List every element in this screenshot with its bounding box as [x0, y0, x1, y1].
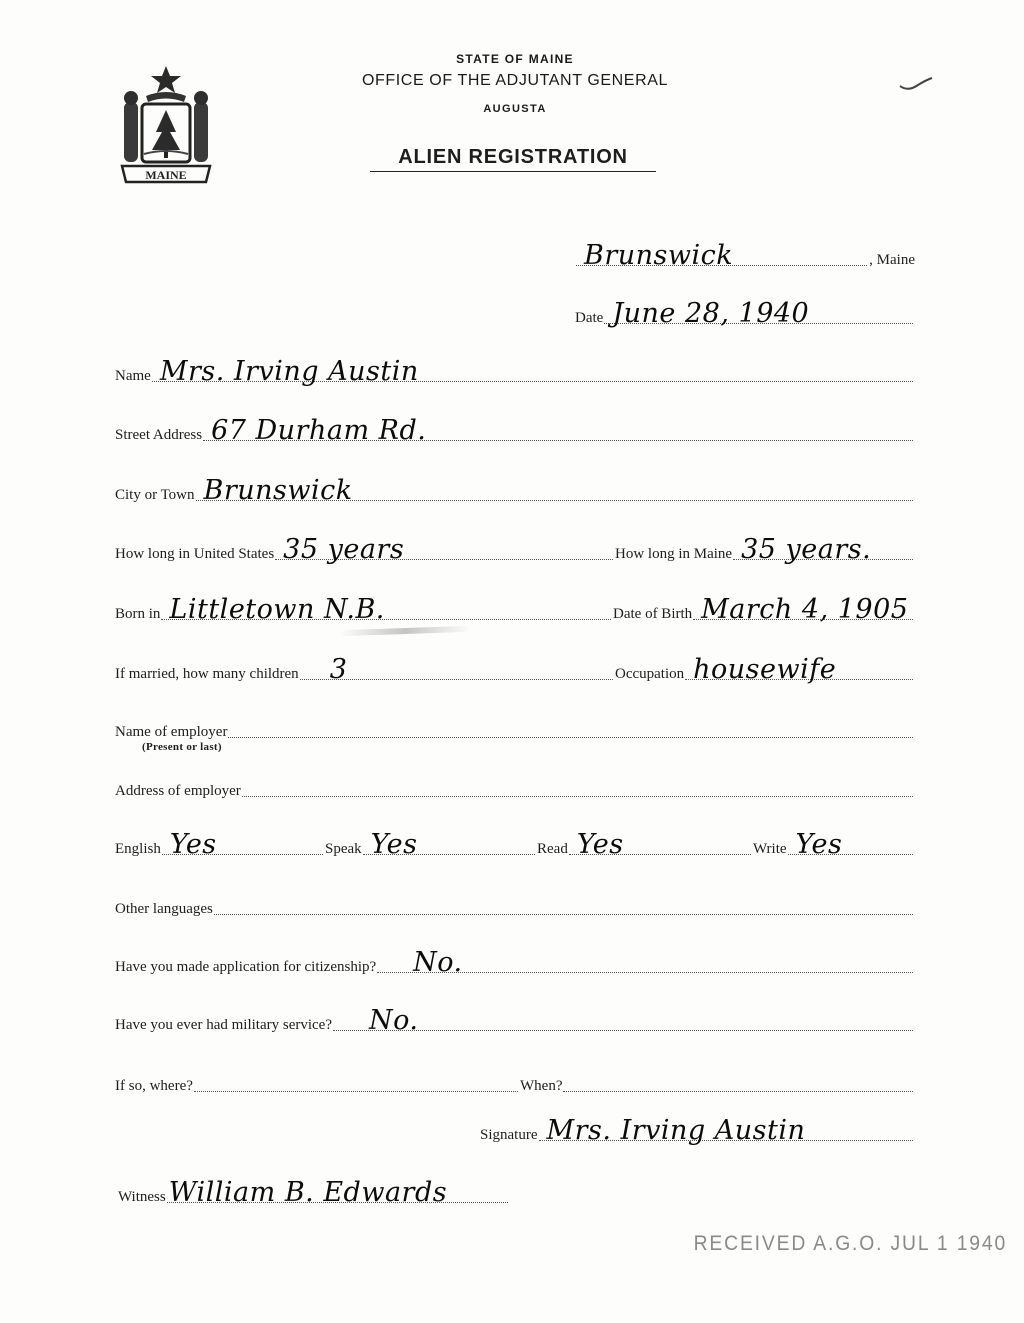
occupation-value: housewife	[693, 654, 837, 685]
military-field[interactable]	[333, 1000, 913, 1036]
date-field[interactable]	[604, 293, 913, 329]
write-field[interactable]	[788, 824, 913, 860]
other-languages-row	[115, 889, 915, 919]
date-value: June 28, 1940	[612, 298, 810, 329]
other-languages-field[interactable]	[214, 884, 913, 915]
street-row	[115, 415, 915, 445]
name-row	[115, 356, 915, 386]
employer-name-sublabel: (Present or last)	[142, 741, 222, 753]
employer-name-row	[115, 712, 915, 742]
received-stamp: RECEIVED A.G.O. JUL 1 1940	[693, 1232, 1008, 1255]
children-value: 3	[329, 654, 348, 685]
employer-address-field[interactable]	[242, 766, 913, 797]
maine-time-field[interactable]	[733, 529, 913, 565]
english-label: English	[115, 841, 161, 857]
speak-row	[325, 829, 537, 859]
where-field[interactable]	[194, 1061, 518, 1092]
when-field[interactable]	[563, 1061, 913, 1092]
date-label: Date	[575, 310, 604, 326]
employer-address-label: Address of employer	[115, 783, 241, 799]
english-value: Yes	[169, 829, 217, 860]
witness-row	[118, 1177, 510, 1207]
witness-field[interactable]	[167, 1172, 508, 1208]
form-title: ALIEN REGISTRATION	[370, 146, 656, 172]
where-row	[115, 1066, 520, 1096]
dob-field[interactable]	[693, 589, 913, 625]
citizenship-label: Have you made application for citizenship?	[115, 959, 377, 975]
citizenship-row	[115, 947, 915, 977]
office-heading: OFFICE OF THE ADJUTANT GENERAL	[361, 72, 669, 89]
street-label: Street Address	[115, 427, 203, 443]
born-value: Littletown N.B.	[169, 594, 385, 625]
town-row	[575, 240, 915, 270]
occupation-field[interactable]	[685, 649, 913, 685]
employer-address-row	[115, 771, 915, 801]
occupation-label: Occupation	[615, 666, 685, 682]
citizenship-value: No.	[413, 947, 463, 978]
write-row	[753, 829, 915, 859]
children-row	[115, 654, 615, 684]
state-heading: STATE OF MAINE	[456, 52, 574, 66]
speak-label: Speak	[325, 841, 362, 857]
city-heading: AUGUSTA	[483, 103, 547, 115]
write-value: Yes	[795, 829, 843, 860]
where-label: If so, where?	[115, 1078, 193, 1094]
write-label: Write	[753, 841, 787, 857]
dob-row	[613, 594, 915, 624]
city-row	[115, 475, 915, 505]
other-languages-label: Other languages	[115, 901, 213, 917]
signature-label: Signature	[480, 1127, 538, 1143]
maine-state-seal-icon	[110, 62, 222, 192]
born-label: Born in	[115, 606, 161, 622]
witness-label: Witness	[118, 1189, 166, 1205]
signature-field[interactable]	[539, 1110, 914, 1146]
us-time-value: 35 years	[283, 534, 405, 565]
read-row	[537, 829, 753, 859]
born-field[interactable]	[161, 589, 611, 625]
us-time-label: How long in United States	[115, 546, 275, 562]
name-field[interactable]	[152, 351, 913, 387]
us-time-row	[115, 534, 615, 564]
speak-value: Yes	[370, 829, 418, 860]
state-label: , Maine	[869, 252, 915, 268]
military-row	[115, 1005, 915, 1035]
citizenship-field[interactable]	[377, 942, 913, 978]
read-label: Read	[537, 841, 568, 857]
when-label: When?	[520, 1078, 563, 1094]
city-label: City or Town	[115, 487, 195, 503]
ink-smudge	[340, 626, 470, 637]
children-field[interactable]	[300, 649, 613, 685]
us-time-field[interactable]	[275, 529, 613, 565]
born-row	[115, 594, 613, 624]
maine-time-label: How long in Maine	[615, 546, 733, 562]
military-value: No.	[369, 1005, 419, 1036]
military-label: Have you ever had military service?	[115, 1017, 332, 1033]
town-value: Brunswick	[584, 240, 734, 271]
read-field[interactable]	[569, 824, 751, 860]
witness-value: William B. Edwards	[168, 1177, 448, 1208]
town-field[interactable]	[576, 235, 867, 271]
english-field[interactable]	[162, 824, 323, 860]
street-value: 67 Durham Rd.	[211, 415, 427, 446]
city-value: Brunswick	[203, 475, 353, 506]
street-field[interactable]	[203, 410, 913, 446]
employer-name-field[interactable]	[228, 707, 913, 738]
maine-time-value: 35 years.	[741, 534, 872, 565]
children-label: If married, how many children	[115, 666, 299, 682]
english-row	[115, 829, 325, 859]
when-row	[520, 1066, 915, 1096]
signature-value: Mrs. Irving Austin	[546, 1115, 806, 1146]
dob-value: March 4, 1905	[701, 594, 909, 625]
employer-name-label: Name of employer	[115, 724, 228, 740]
speak-field[interactable]	[363, 824, 535, 860]
dob-label: Date of Birth	[613, 606, 693, 622]
occupation-row	[615, 654, 915, 684]
city-field[interactable]	[196, 470, 913, 506]
svg-text:MAINE: MAINE	[145, 168, 187, 182]
read-value: Yes	[576, 829, 624, 860]
date-row	[575, 298, 915, 328]
name-value: Mrs. Irving Austin	[159, 356, 419, 387]
name-label: Name	[115, 368, 151, 384]
signature-row	[480, 1115, 915, 1145]
checkmark-icon	[898, 76, 934, 94]
maine-time-row	[615, 534, 915, 564]
